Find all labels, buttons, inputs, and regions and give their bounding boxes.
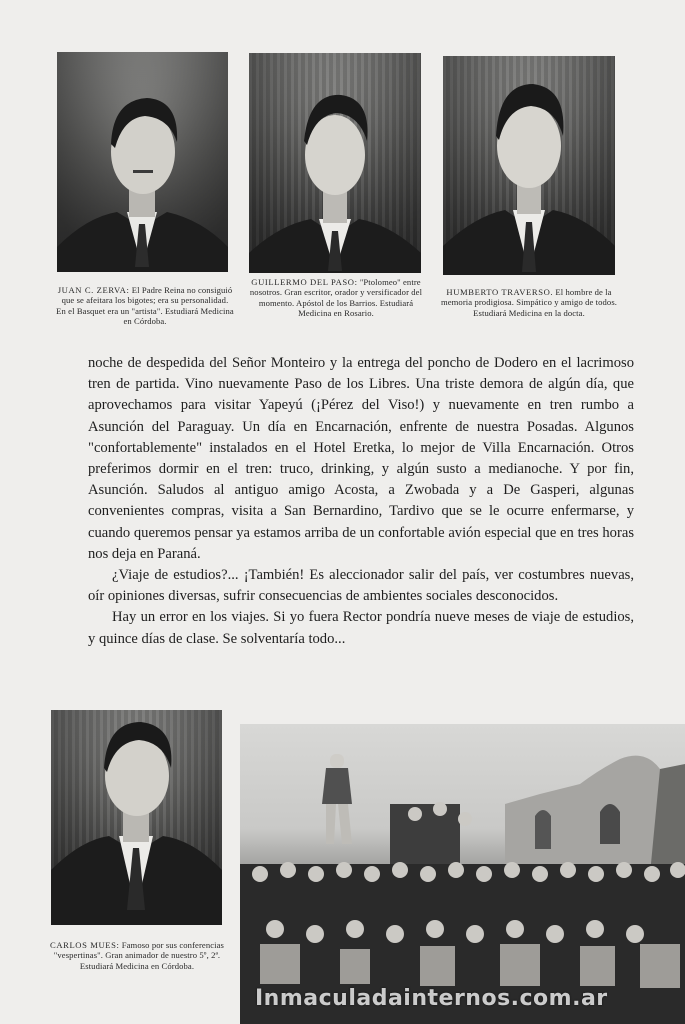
group-photo	[240, 724, 685, 1024]
site-watermark: Inmaculadainternos.com.ar	[255, 986, 608, 1011]
caption-del-paso	[247, 277, 425, 319]
caption-name: GUILLERMO DEL PASO:	[251, 277, 358, 287]
portrait-photo-mues	[51, 710, 222, 925]
caption-mues	[47, 940, 227, 971]
portrait-photo-zerva	[57, 52, 228, 272]
portrait-figure	[443, 56, 615, 275]
portrait-photo-traverso	[443, 56, 615, 275]
portrait-figure	[249, 53, 421, 273]
caption-name: CARLOS MUES:	[49, 940, 120, 950]
caption-zerva	[56, 285, 234, 327]
caption-text: El Padre Reina no consiguió que se afeitara los bigotes; era su personalidad. En el Basquet era un "artista". Estudiará Medicina en Córdoba.	[56, 285, 234, 327]
portrait-photo-del-paso	[249, 53, 421, 273]
caption-text: El hombre de la memoria prodigiosa. Simpático y amigo de todos. Estudiará Medicina en la docta.	[440, 287, 618, 318]
portrait-figure	[57, 52, 228, 272]
article-body	[88, 353, 634, 650]
portrait-figure	[51, 710, 222, 925]
caption-name: HUMBERTO TRAVERSO.	[446, 287, 554, 297]
group-photo-scene	[240, 724, 685, 1024]
caption-name: JUAN C. ZERVA:	[57, 285, 130, 295]
caption-text: "Ptolomeo" entre nosotros. Gran escritor, orador y versificador del momento. Apóstol de los Barrios. Estudiará Medicina en Rosario.	[249, 277, 423, 319]
paragraph-2: ¿Viaje de estudios?... ¡También! Es aleccionador salir del país, ver costumbres nuevas, oír opiniones diversas, sufrir consecuencias de ambientes sociales desconocidos.	[88, 567, 634, 605]
caption-traverso	[440, 287, 618, 318]
paragraph-3: Hay un error en los viajes. Si yo fuera Rector pondría nueve meses de viaje de estudios, y quince días de clase. Se solventaría todo...	[88, 609, 634, 647]
caption-text: Famoso por sus conferencias "vespertinas". Gran animador de nuestro 5º, 2ª. Estudiará Medicina en Córdoba.	[53, 940, 224, 971]
paragraph-1: noche de despedida del Señor Monteiro y la entrega del poncho de Dodero en el lacrimoso tren de partida. Vino nuevamente Paso de los Libres. Una triste demora de algún día, que aprovechamos para visitar Yapeyú (¡Pérez del Viso!) y nuevamente en tren rumbo a Asunción del Paraguay. Un día en Encarnación, enfrente de nuestra Posadas. Algunos "confortablemente" instalados en el Hotel Eretka, lo mejor de Villa Encarnación. Otros preferimos dormir en el tren: truco, drinking, y algún susto a medianoche. Y por fin, Asunción. Saludos al antiguo amigo Acosta, a Zwobada y a De Gasperi, algunas convenientes compras, visita a San Bernardino, Tardivo que se le ocurre enfermarse, y cuando queremos pensar ya estamos arriba de un confortable avión especial que en tres horas nos deja en Paraná.	[88, 355, 634, 562]
